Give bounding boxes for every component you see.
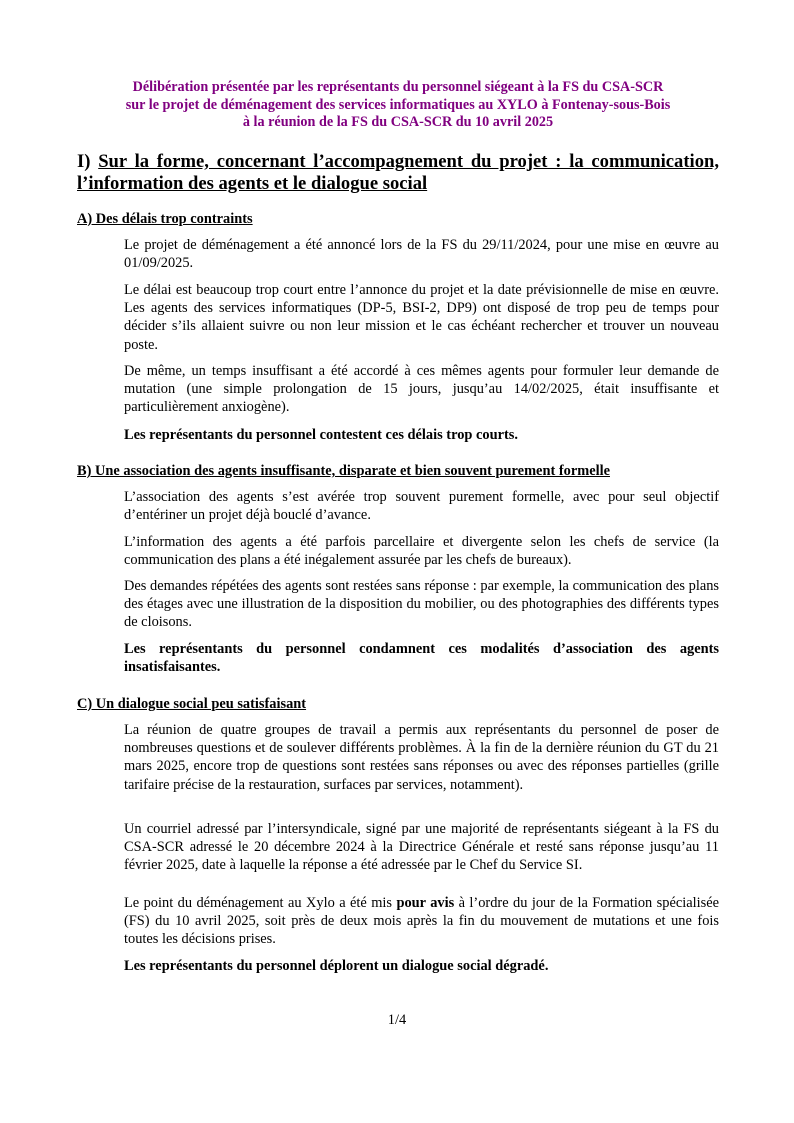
subsection-b-paragraph-1: L’association des agents s’est avérée trop souvent purement formelle, avec pour seul objectif d’entériner un projet déjà bouclé d’avance. — [124, 489, 719, 524]
subsection-c-paragraph-3-emphasis: pour avis — [396, 895, 455, 911]
subsection-b-conclusion: Les représentants du personnel condamnent ces modalités d’association des agents insatisfaisantes. — [124, 641, 719, 676]
section-1-title — [77, 151, 719, 195]
subsection-b-paragraph-3: Des demandes répétées des agents sont restées sans réponse : par exemple, la communication des plans des étages avec une illustration de la disposition du mobilier, ou des photographies des différents types de cloisons. — [124, 578, 719, 631]
page-number: 1/4 — [387, 1012, 407, 1028]
subsection-c-paragraph-3-start: Le point du déménagement au Xylo a été mis — [124, 895, 397, 911]
subsection-c-conclusion: Les représentants du personnel déplorent un dialogue social dégradé. — [124, 958, 549, 974]
subsection-a-paragraph-1: Le projet de déménagement a été annoncé lors de la FS du 29/11/2024, pour une mise en œuvre au 01/09/2025. — [124, 237, 719, 272]
subsection-b-title: B) Une association des agents insuffisante, disparate et bien souvent purement formelle — [77, 463, 610, 479]
header-line-2: sur le projet de déménagement des services informatiques au XYLO à Fontenay-sous-Bois — [125, 96, 671, 113]
subsection-a-conclusion: Les représentants du personnel contestent ces délais trop courts. — [124, 427, 518, 443]
subsection-c-paragraph-1: La réunion de quatre groupes de travail a permis aux représentants du personnel de poser de nombreuses questions et de soulever différents problèmes. À la fin de la dernière réunion du GT du 21 mars 2025, encore trop de questions sont restées sans réponses ou avec des réponses partielles (grille tarifaire précise de la restauration, surfaces par services, notamment). — [124, 722, 719, 793]
subsection-a-paragraph-2: Le délai est beaucoup trop court entre l’annonce du projet et la date prévisionnelle de mise en œuvre. Les agents des services informatiques (DP-5, BSI-2, DP9) ont disposé de trop peu de temps pour décider s’ils allaient suivre ou non leur mission et le cas échéant rechercher et trouver un nouveau poste. — [124, 282, 719, 353]
subsection-c-paragraph-3-end: à l’ordre du jour de la Formation spécialisée (FS) du 10 avril 2025, soit près de deux mois après la fin du mouvement de mutations et une fois toutes les décisions prises. — [124, 895, 719, 948]
header-line-3: à la réunion de la FS du CSA-SCR du 10 avril 2025 — [242, 114, 554, 130]
subsection-b-paragraph-2: L’information des agents a été parfois parcellaire et divergente selon les chefs de service (la communication des plans a été inégalement assurée par les chefs de bureaux). — [124, 534, 719, 569]
header-line-1: Délibération présentée par les représentants du personnel siégeant à la FS du CSA-SCR — [132, 79, 664, 95]
subsection-a-paragraph-3: De même, un temps insuffisant a été accordé à ces mêmes agents pour formuler leur demande de mutation (une simple prolongation de 15 jours, jusqu’au 14/02/2025, était insuffisante et particulièrement anxiogène). — [124, 363, 719, 416]
section-1-title-text: Sur la forme, concernant l’accompagnement du projet : la communication, l’information des agents et le dialogue social — [77, 151, 719, 194]
subsection-c-paragraph-3 — [124, 894, 719, 949]
section-1-number: I) — [77, 151, 99, 172]
subsection-c-title: C) Un dialogue social peu satisfaisant — [77, 696, 307, 712]
document-header — [77, 79, 719, 132]
subsection-c-paragraph-2: Un courriel adressé par l’intersyndicale, signé par une majorité de représentants siégeant à la FS du CSA-SCR adressé le 20 décembre 2024 à la Directrice Générale et resté sans réponse jusqu’au 11 février 2025, date à laquelle la réponse a été adressée par le Chef du Service SI. — [124, 821, 719, 874]
subsection-a-title: A) Des délais trop contraints — [77, 211, 253, 227]
